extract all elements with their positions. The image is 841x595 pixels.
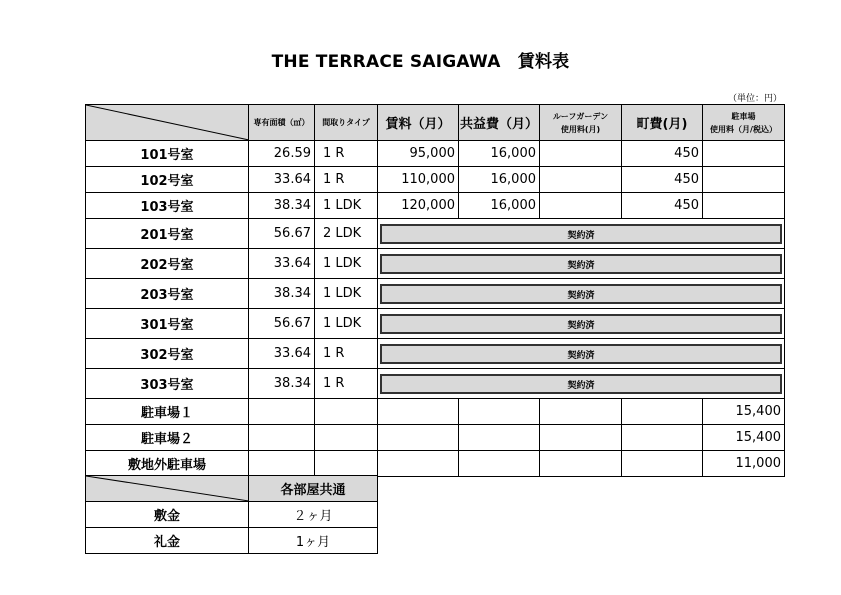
contracted-cell	[378, 339, 785, 369]
header-roof-garden-line2: 使用料(月)	[560, 124, 601, 134]
room-common-fee: 16,000	[459, 167, 540, 193]
room-rent: 110,000	[378, 167, 459, 193]
empty-cell	[622, 425, 703, 451]
table-row	[86, 451, 785, 477]
room-layout: 1 R	[315, 369, 378, 399]
empty-cell	[249, 451, 315, 477]
room-rent: 95,000	[378, 141, 459, 167]
room-layout: 1 LDK	[315, 309, 378, 339]
empty-cell	[378, 451, 459, 477]
header-area: 専有面積（㎡）	[249, 105, 315, 141]
diagonal-header-cell	[86, 476, 249, 502]
empty-cell	[249, 399, 315, 425]
table-row	[86, 502, 378, 528]
table-header-row	[86, 105, 785, 141]
room-town-fee: 450	[622, 167, 703, 193]
rent-table	[85, 104, 785, 477]
contracted-cell	[378, 219, 785, 249]
contracted-badge: 契約済	[380, 314, 782, 334]
room-area: 38.34	[249, 279, 315, 309]
table-row	[86, 141, 785, 167]
parking-fee: 15,400	[703, 425, 785, 451]
unit-note: （単位：円）	[728, 94, 783, 104]
room-parking-fee	[703, 167, 785, 193]
header-rent: 賃料（月）	[378, 105, 459, 141]
header-parking	[703, 105, 785, 141]
contracted-badge: 契約済	[380, 224, 782, 244]
contracted-cell	[378, 369, 785, 399]
contracted-cell	[378, 279, 785, 309]
empty-cell	[315, 399, 378, 425]
parking-name: 駐車場１	[86, 399, 249, 425]
room-name: 303号室	[86, 369, 249, 399]
room-roof-fee	[540, 167, 622, 193]
room-area: 33.64	[249, 249, 315, 279]
room-layout: 1 R	[315, 141, 378, 167]
table-row	[86, 528, 378, 554]
room-name: 101号室	[86, 141, 249, 167]
room-area: 56.67	[249, 309, 315, 339]
parking-fee: 11,000	[703, 451, 785, 477]
empty-cell	[622, 451, 703, 477]
header-town-fee: 町費(月)	[622, 105, 703, 141]
term-value: ２ヶ月	[249, 502, 378, 528]
common-terms-header: 各部屋共通	[249, 476, 378, 502]
table-row	[86, 193, 785, 219]
table-row	[86, 369, 785, 399]
table-row	[86, 167, 785, 193]
term-name: 礼金	[86, 528, 249, 554]
common-terms-header-row	[86, 476, 378, 502]
room-area: 26.59	[249, 141, 315, 167]
room-name: 301号室	[86, 309, 249, 339]
room-name: 102号室	[86, 167, 249, 193]
room-area: 56.67	[249, 219, 315, 249]
contracted-badge: 契約済	[380, 344, 782, 364]
room-area: 33.64	[249, 167, 315, 193]
table-row	[86, 249, 785, 279]
table-row	[86, 309, 785, 339]
room-area: 38.34	[249, 193, 315, 219]
header-parking-line1: 駐車場	[731, 111, 756, 121]
room-roof-fee	[540, 193, 622, 219]
empty-cell	[540, 425, 622, 451]
table-row	[86, 219, 785, 249]
header-parking-line2: 使用料（月/税込）	[710, 124, 777, 134]
room-parking-fee	[703, 193, 785, 219]
room-common-fee: 16,000	[459, 193, 540, 219]
parking-fee: 15,400	[703, 399, 785, 425]
room-town-fee: 450	[622, 193, 703, 219]
header-roof-garden-line1: ルーフガーデン	[552, 111, 609, 121]
contracted-badge: 契約済	[380, 374, 782, 394]
header-layout: 間取りタイプ	[315, 105, 378, 141]
room-layout: 1 R	[315, 167, 378, 193]
empty-cell	[249, 425, 315, 451]
header-roof-garden	[540, 105, 622, 141]
empty-cell	[378, 425, 459, 451]
room-layout: 1 LDK	[315, 249, 378, 279]
empty-cell	[459, 451, 540, 477]
room-area: 33.64	[249, 339, 315, 369]
empty-cell	[459, 425, 540, 451]
empty-cell	[622, 399, 703, 425]
room-layout: 2 LDK	[315, 219, 378, 249]
room-town-fee: 450	[622, 141, 703, 167]
parking-name: 駐車場２	[86, 425, 249, 451]
room-layout: 1 LDK	[315, 279, 378, 309]
room-layout: 1 R	[315, 339, 378, 369]
room-name: 203号室	[86, 279, 249, 309]
room-name: 202号室	[86, 249, 249, 279]
room-parking-fee	[703, 141, 785, 167]
table-row	[86, 339, 785, 369]
room-common-fee: 16,000	[459, 141, 540, 167]
contracted-badge: 契約済	[380, 284, 782, 304]
empty-cell	[378, 399, 459, 425]
diagonal-header-cell	[86, 105, 249, 141]
contracted-cell	[378, 309, 785, 339]
contracted-badge: 契約済	[380, 254, 782, 274]
table-row	[86, 399, 785, 425]
term-value: 1ヶ月	[249, 528, 378, 554]
contracted-cell	[378, 249, 785, 279]
room-rent: 120,000	[378, 193, 459, 219]
room-name: 103号室	[86, 193, 249, 219]
empty-cell	[459, 399, 540, 425]
table-row	[86, 425, 785, 451]
room-roof-fee	[540, 141, 622, 167]
header-common-fee: 共益費（月）	[459, 105, 540, 141]
empty-cell	[315, 425, 378, 451]
empty-cell	[315, 451, 378, 477]
table-row	[86, 279, 785, 309]
room-name: 201号室	[86, 219, 249, 249]
empty-cell	[540, 451, 622, 477]
room-area: 38.34	[249, 369, 315, 399]
term-name: 敷金	[86, 502, 249, 528]
room-name: 302号室	[86, 339, 249, 369]
common-terms-table	[85, 475, 378, 554]
room-layout: 1 LDK	[315, 193, 378, 219]
empty-cell	[540, 399, 622, 425]
parking-name: 敷地外駐車場	[86, 451, 249, 477]
page-title: THE TERRACE SAIGAWA 賃料表	[271, 52, 570, 72]
